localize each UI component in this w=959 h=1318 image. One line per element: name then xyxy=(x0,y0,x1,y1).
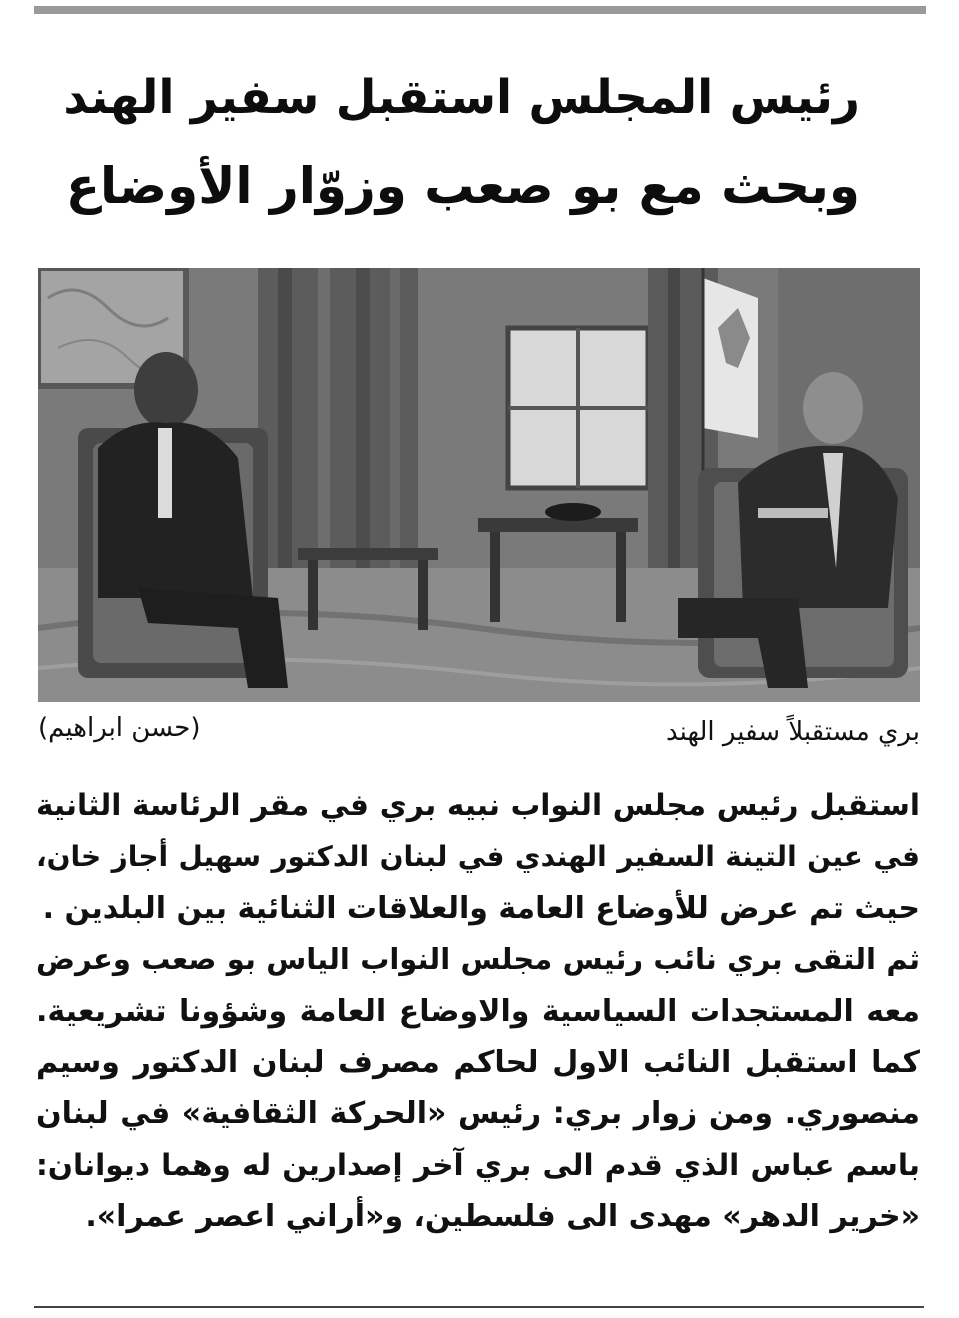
article-line: في عين التينة السفير الهندي في لبنان الدكتور سهيل أجاز خان، xyxy=(36,840,920,874)
article-line: «خرير الدهر» مهدى الى فلسطين، و«أراني اعصر عمرا». xyxy=(85,1199,920,1235)
photo-caption-row xyxy=(38,712,920,754)
article-line: استقبل رئيس مجلس النواب نبيه بري في مقر الرئاسة الثانية xyxy=(36,788,920,822)
top-rule xyxy=(34,6,926,14)
news-photo xyxy=(38,268,920,702)
bottom-rule xyxy=(34,1306,924,1308)
photo-caption: بري مستقبلاً سفير الهند xyxy=(666,717,920,747)
headline-line-1: رئيس المجلس استقبل سفير الهند xyxy=(63,70,860,125)
article-line: معه المستجدات السياسية والاوضاع العامة وشؤونا تشريعية. xyxy=(36,993,920,1029)
article-line: حيث تم عرض للأوضاع العامة والعلاقات الثنائية بين البلدين . xyxy=(42,890,920,926)
headline-line-2: وبحث مع بو صعب وزوّار الأوضاع xyxy=(65,157,860,215)
photo-credit: (حسن ابراهيم) xyxy=(38,713,201,743)
article-line: منصوري. ومن زوار بري: رئيس «الحركة الثقافية» في لبنان xyxy=(36,1096,920,1132)
article-body xyxy=(36,780,920,1243)
article-line: باسم عباس الذي قدم الى بري آخر إصدارين له وهما ديوانان: xyxy=(36,1147,920,1182)
article-line: كما استقبل النائب الاول لحاكم مصرف لبنان الدكتور وسيم xyxy=(36,1044,920,1080)
article-line: ثم التقى بري نائب رئيس مجلس النواب الياس بو صعب وعرض xyxy=(36,942,920,977)
